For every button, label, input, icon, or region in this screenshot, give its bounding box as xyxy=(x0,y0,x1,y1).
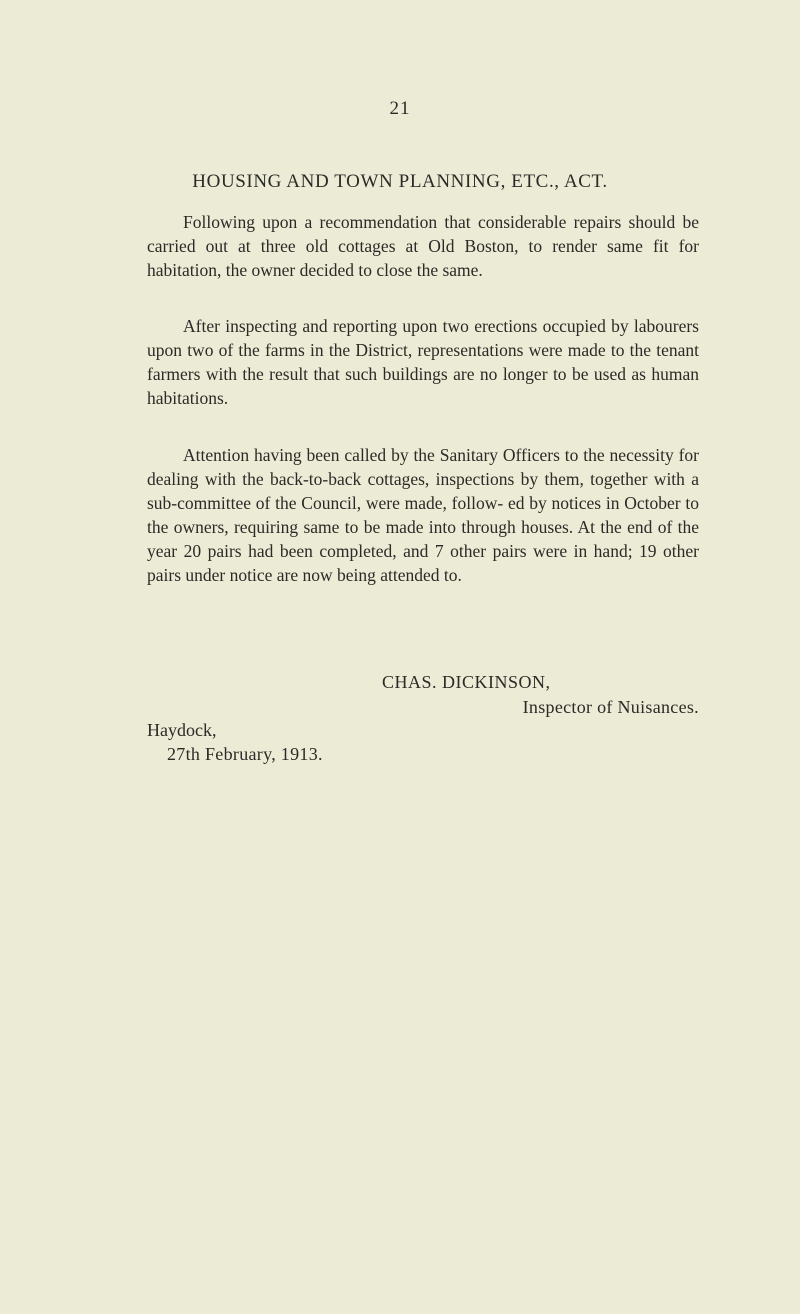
section-heading: HOUSING AND TOWN PLANNING, ETC., ACT. xyxy=(192,171,608,192)
page-number: 21 xyxy=(389,98,411,119)
signature-title: Inspector of Nuisances. xyxy=(522,697,699,717)
paragraph-text: Attention having been called by the Sanitary Officers to the necessity for dealing with the back-to-back cottages, inspections by them, together with a sub-committee of the Council, were made, follow- ed by notices in October to the owners, requiring same to be made into through houses. At the end of the year 20 pairs had been completed, and 7 other pairs were in hand; 19 other pairs under notice are now being attended to. xyxy=(147,445,699,585)
paragraph-cottages-repairs xyxy=(147,210,699,282)
paragraph-farm-erections xyxy=(147,314,699,410)
paragraph-back-to-back-cottages xyxy=(147,443,699,587)
date-line: 27th February, 1913. xyxy=(167,744,323,764)
place-line: Haydock, xyxy=(147,720,217,740)
paragraph-text: Following upon a recommendation that considerable repairs should be carried out at three old cottages at Old Boston, to render same fit for habitation, the owner decided to close the same. xyxy=(147,212,699,280)
paragraph-text: After inspecting and reporting upon two erections occupied by labourers upon two of the farms in the District, representations were made to the tenant farmers with the result that such buildings are no longer to be used as human habitations. xyxy=(147,316,699,408)
signature-name: CHAS. DICKINSON, xyxy=(382,672,551,692)
